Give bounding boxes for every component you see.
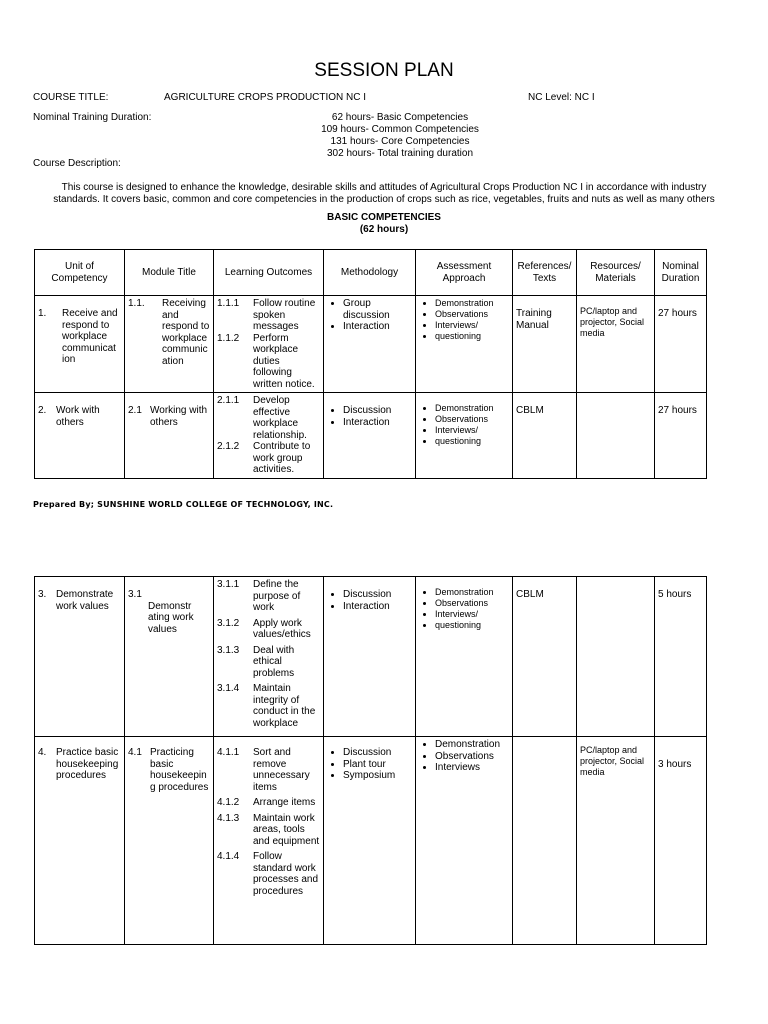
outcome-text: Contribute to work group activities. — [253, 441, 311, 475]
assessment-item: • questioning — [435, 620, 509, 631]
outcome-number: 4.1.3 — [217, 812, 240, 824]
duration-cell — [655, 393, 707, 479]
unit-number: 1. — [38, 308, 47, 319]
col-header-methodology: Methodology — [324, 250, 416, 296]
assessment-cell — [416, 393, 513, 479]
module-cell — [125, 393, 214, 479]
references-cell — [513, 393, 577, 479]
unit-title: Work with others — [56, 405, 100, 428]
nc-level: NC Level: NC I — [528, 92, 595, 103]
description-line: This course is designed to enhance the knowledge, desirable skills and attitudes of Agricultural Crops Production NC I in accordance with industry — [61, 182, 707, 193]
method-item: • Discussion — [343, 405, 412, 417]
assessment-cell — [416, 577, 513, 737]
resources-text: PC/laptop and projector, Social media — [580, 745, 645, 777]
col-header-unit: Unit of Competency — [35, 250, 125, 296]
methodology-cell — [324, 393, 416, 479]
outcome-number: 2.1.1 — [217, 395, 240, 406]
assessment-item: • Observations — [435, 598, 509, 609]
unit-cell — [35, 393, 125, 479]
references-text: CBLM — [516, 589, 544, 600]
unit-cell — [35, 577, 125, 737]
module-cell — [125, 577, 214, 737]
resources-cell — [577, 393, 655, 479]
table-header-row — [35, 250, 707, 296]
course-title-label: COURSE TITLE: — [33, 92, 109, 103]
outcome-text: Deal with ethical problems — [253, 644, 295, 679]
course-description — [33, 182, 735, 206]
unit-number: 2. — [38, 405, 47, 416]
section-hours: (62 hours) — [359, 224, 409, 235]
assessment-cell — [416, 737, 513, 945]
method-item: • Group discussion — [343, 298, 412, 321]
resources-cell — [577, 296, 655, 393]
description-line: standards. It covers basic, common and core competencies in the production of crops such as rice, vegetables, fruits and nuts as well as many others — [53, 194, 715, 205]
section-title: BASIC COMPETENCIES — [327, 212, 441, 223]
outcomes-cell — [214, 296, 324, 393]
methodology-cell — [324, 296, 416, 393]
unit-number: 3. — [38, 589, 47, 600]
duration-core: 131 hours- Core Competencies — [330, 136, 470, 147]
assessment-item: • Observations — [435, 751, 509, 763]
duration-label: Nominal Training Duration: — [33, 112, 152, 123]
resources-cell — [577, 577, 655, 737]
outcome-text: Sort and remove unnecessary items — [253, 747, 310, 793]
method-item: • Discussion — [343, 747, 412, 759]
assessment-item: • Demonstration — [435, 298, 509, 309]
outcome-number: 4.1.2 — [217, 797, 240, 808]
assessment-item: • Demonstration — [435, 739, 509, 751]
unit-cell — [35, 296, 125, 393]
table-row — [35, 296, 707, 393]
table-row — [35, 737, 707, 945]
module-number: 2.1 — [128, 405, 142, 416]
table-row — [35, 393, 707, 479]
competency-table-1 — [34, 249, 707, 479]
outcome-text: Maintain integrity of conduct in the workplace — [253, 683, 316, 729]
references-text: CBLM — [516, 405, 544, 416]
course-title-value: AGRICULTURE CROPS PRODUCTION NC I — [164, 92, 367, 103]
module-cell — [125, 296, 214, 393]
duration-total: 302 hours- Total training duration — [326, 148, 474, 159]
methodology-cell — [324, 577, 416, 737]
outcome-number: 2.1.2 — [217, 441, 240, 452]
outcome-text: Perform workplace duties following written notice. — [253, 332, 315, 390]
col-header-assessment: Assessment Approach — [416, 250, 513, 296]
assessment-item: • questioning — [435, 331, 509, 342]
outcome-number: 3.1.1 — [217, 579, 240, 590]
unit-number: 4. — [38, 747, 47, 758]
method-item: • Interaction — [343, 417, 412, 429]
outcomes-cell — [214, 393, 324, 479]
col-header-duration: Nominal Duration — [655, 250, 707, 296]
assessment-cell — [416, 296, 513, 393]
section-heading — [0, 212, 768, 236]
competency-table-2 — [34, 576, 707, 945]
assessment-item: • Observations — [435, 414, 509, 425]
assessment-item: • Observations — [435, 309, 509, 320]
method-item: • Plant tour — [343, 759, 412, 771]
outcome-number: 4.1.4 — [217, 851, 240, 862]
outcome-number: 3.1.3 — [217, 644, 240, 656]
resources-cell — [577, 737, 655, 945]
method-item: • Interaction — [343, 601, 412, 613]
duration-basic: 62 hours- Basic Competencies — [331, 112, 469, 123]
outcome-number: 1.1.2 — [217, 332, 240, 344]
module-number: 1.1. — [128, 298, 145, 309]
unit-cell — [35, 737, 125, 945]
module-number: 4.1 — [128, 747, 142, 758]
duration-text: 3 hours — [658, 759, 692, 770]
references-cell — [513, 737, 577, 945]
assessment-item: • questioning — [435, 436, 509, 447]
outcomes-cell — [214, 577, 324, 737]
methodology-cell — [324, 737, 416, 945]
outcomes-cell — [214, 737, 324, 945]
duration-cell — [655, 577, 707, 737]
module-title: Working with others — [150, 405, 208, 428]
unit-title: Practice basic housekeeping procedures — [56, 747, 119, 781]
col-header-references: References/ Texts — [513, 250, 577, 296]
module-title: Receiving and respond to workplace communic ation — [162, 298, 210, 367]
module-title: Demonstr ating work values — [148, 600, 194, 635]
duration-cell — [655, 296, 707, 393]
page-title: SESSION PLAN — [314, 60, 454, 81]
duration-text: 5 hours — [658, 589, 692, 600]
assessment-item: • Demonstration — [435, 587, 509, 598]
outcome-text: Arrange items — [253, 797, 316, 808]
references-cell — [513, 577, 577, 737]
module-cell — [125, 737, 214, 945]
col-header-outcomes: Learning Outcomes — [214, 250, 324, 296]
duration-text: 27 hours — [658, 405, 697, 416]
assessment-item: • Interviews/ — [435, 320, 509, 331]
outcome-text: Define the purpose of work — [253, 579, 301, 613]
method-item: • Discussion — [343, 589, 412, 601]
module-number: 3.1 — [128, 589, 142, 600]
module-title: Practicing basic housekeepin g procedures — [150, 747, 209, 793]
outcome-number: 3.1.2 — [217, 617, 240, 629]
references-text: Training Manual — [516, 308, 552, 331]
outcome-number: 1.1.1 — [217, 298, 240, 309]
assessment-item: • Demonstration — [435, 403, 509, 414]
duration-cell — [655, 737, 707, 945]
duration-text: 27 hours — [658, 308, 697, 319]
outcome-text: Develop effective workplace relationship. — [253, 395, 307, 441]
col-header-resources: Resources/ Materials — [577, 250, 655, 296]
outcome-text: Follow standard work processes and procedures — [253, 851, 319, 897]
unit-title: Receive and respond to workplace communicat ion — [62, 308, 118, 365]
method-item: • Interaction — [343, 321, 412, 333]
resources-text: PC/laptop and projector, Social media — [580, 306, 645, 338]
table-row — [35, 577, 707, 737]
outcome-text: Maintain work areas, tools and equipment — [253, 812, 320, 847]
duration-list — [300, 112, 500, 160]
outcome-number: 3.1.4 — [217, 683, 240, 694]
outcome-text: Follow routine spoken messages — [253, 298, 316, 332]
outcome-text: Apply work values/ethics — [253, 617, 311, 640]
prepared-by: Prepared By; SUNSHINE WORLD COLLEGE OF TECHNOLOGY, INC. — [33, 500, 334, 509]
description-label: Course Description: — [33, 158, 121, 169]
assessment-item: • Interviews/ — [435, 425, 509, 436]
duration-common: 109 hours- Common Competencies — [321, 124, 479, 135]
unit-title: Demonstrate work values — [56, 589, 114, 612]
outcome-number: 4.1.1 — [217, 747, 240, 758]
assessment-item: • Interviews/ — [435, 609, 509, 620]
col-header-module: Module Title — [125, 250, 214, 296]
assessment-item: • Interviews — [435, 762, 509, 774]
method-item: • Symposium — [343, 770, 412, 782]
references-cell — [513, 296, 577, 393]
